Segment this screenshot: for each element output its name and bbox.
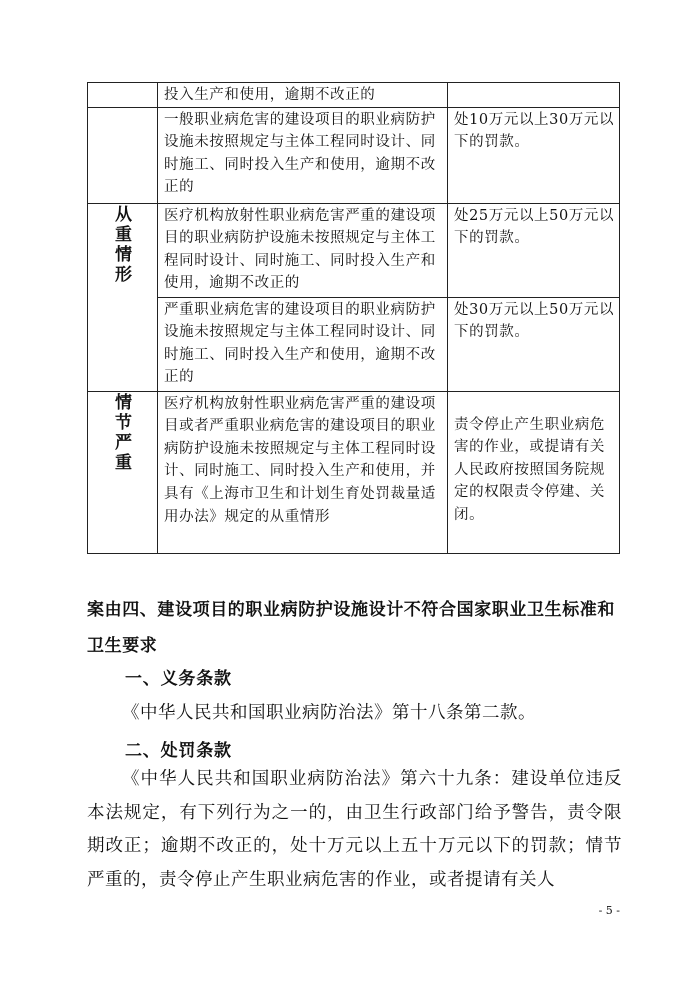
violation-cell [158, 83, 448, 108]
table-row [88, 391, 620, 553]
table-row [88, 297, 620, 391]
section2-text: 《中华人民共和国职业病防治法》第六十九条：建设单位违反本法规定，有下列行为之一的，由卫生行政部门给予警告，责令限期改正；逾期不改正的，处十万元以上五十万元以下的罚款；情节严重的，责令停止产生职业病危害的作业，或者提请有关人 [87, 769, 622, 890]
table-row [88, 83, 620, 108]
penalty-cell [448, 83, 620, 108]
section1-text: 《中华人民共和国职业病防治法》第十八条第二款。 [122, 703, 536, 723]
violation-cell [158, 297, 448, 391]
penalty-text: 处10万元以上30万元以下的罚款。 [454, 111, 615, 151]
violation-text: 医疗机构放射性职业病危害严重的建设项目或者严重职业病危害的建设项目的职业病防护设施未按照规定与主体工程同时设计、同时施工、同时投入生产和使用，并具有《上海市卫生和计划生育处罚裁量适用办法》规定的从重情形 [164, 395, 436, 525]
case-title: 案由四、建设项目的职业病防护设施设计不符合国家职业卫生标准和卫生要求 [87, 600, 615, 656]
penalty-text: 处25万元以上50万元以下的罚款。 [454, 207, 615, 247]
table-row [88, 203, 620, 297]
violation-text: 医疗机构放射性职业病危害严重的建设项目的职业病防护设施未按照规定与主体工程同时设计、同时施工、同时投入生产和使用，逾期不改正的 [164, 207, 436, 292]
penalty-table [87, 82, 620, 554]
page-number: - 5 - [598, 904, 620, 917]
category-cell-heavy [88, 203, 158, 391]
penalty-text: 责令停止产生职业病危害的作业，或提请有关人民政府按照国务院规定的权限责令停建、关闭。 [454, 416, 605, 523]
violation-text: 投入生产和使用，逾期不改正的 [164, 87, 376, 103]
penalty-text: 处30万元以上50万元以下的罚款。 [454, 301, 615, 341]
violation-text: 严重职业病危害的建设项目的职业病防护设施未按照规定与主体工程同时设计、同时施工、同时投入生产和使用，逾期不改正的 [164, 301, 436, 386]
penalty-cell [448, 107, 620, 203]
category-label-heavy: 从重情形 [115, 204, 132, 285]
penalty-cell [448, 297, 620, 391]
violation-text: 一般职业病危害的建设项目的职业病防护设施未按照规定与主体工程同时设计、同时施工、同时投入生产和使用，逾期不改正的 [164, 111, 436, 196]
section2-heading: 二、处罚条款 [125, 741, 232, 761]
penalty-cell [448, 203, 620, 297]
violation-cell [158, 107, 448, 203]
category-cell-empty [88, 107, 158, 203]
violation-cell [158, 203, 448, 297]
table-row [88, 107, 620, 203]
category-cell-severe [88, 391, 158, 553]
category-cell-empty [88, 83, 158, 108]
penalty-cell [448, 391, 620, 553]
violation-cell [158, 391, 448, 553]
section1-heading: 一、义务条款 [125, 669, 232, 689]
category-label-severe: 情节严重 [115, 392, 132, 473]
